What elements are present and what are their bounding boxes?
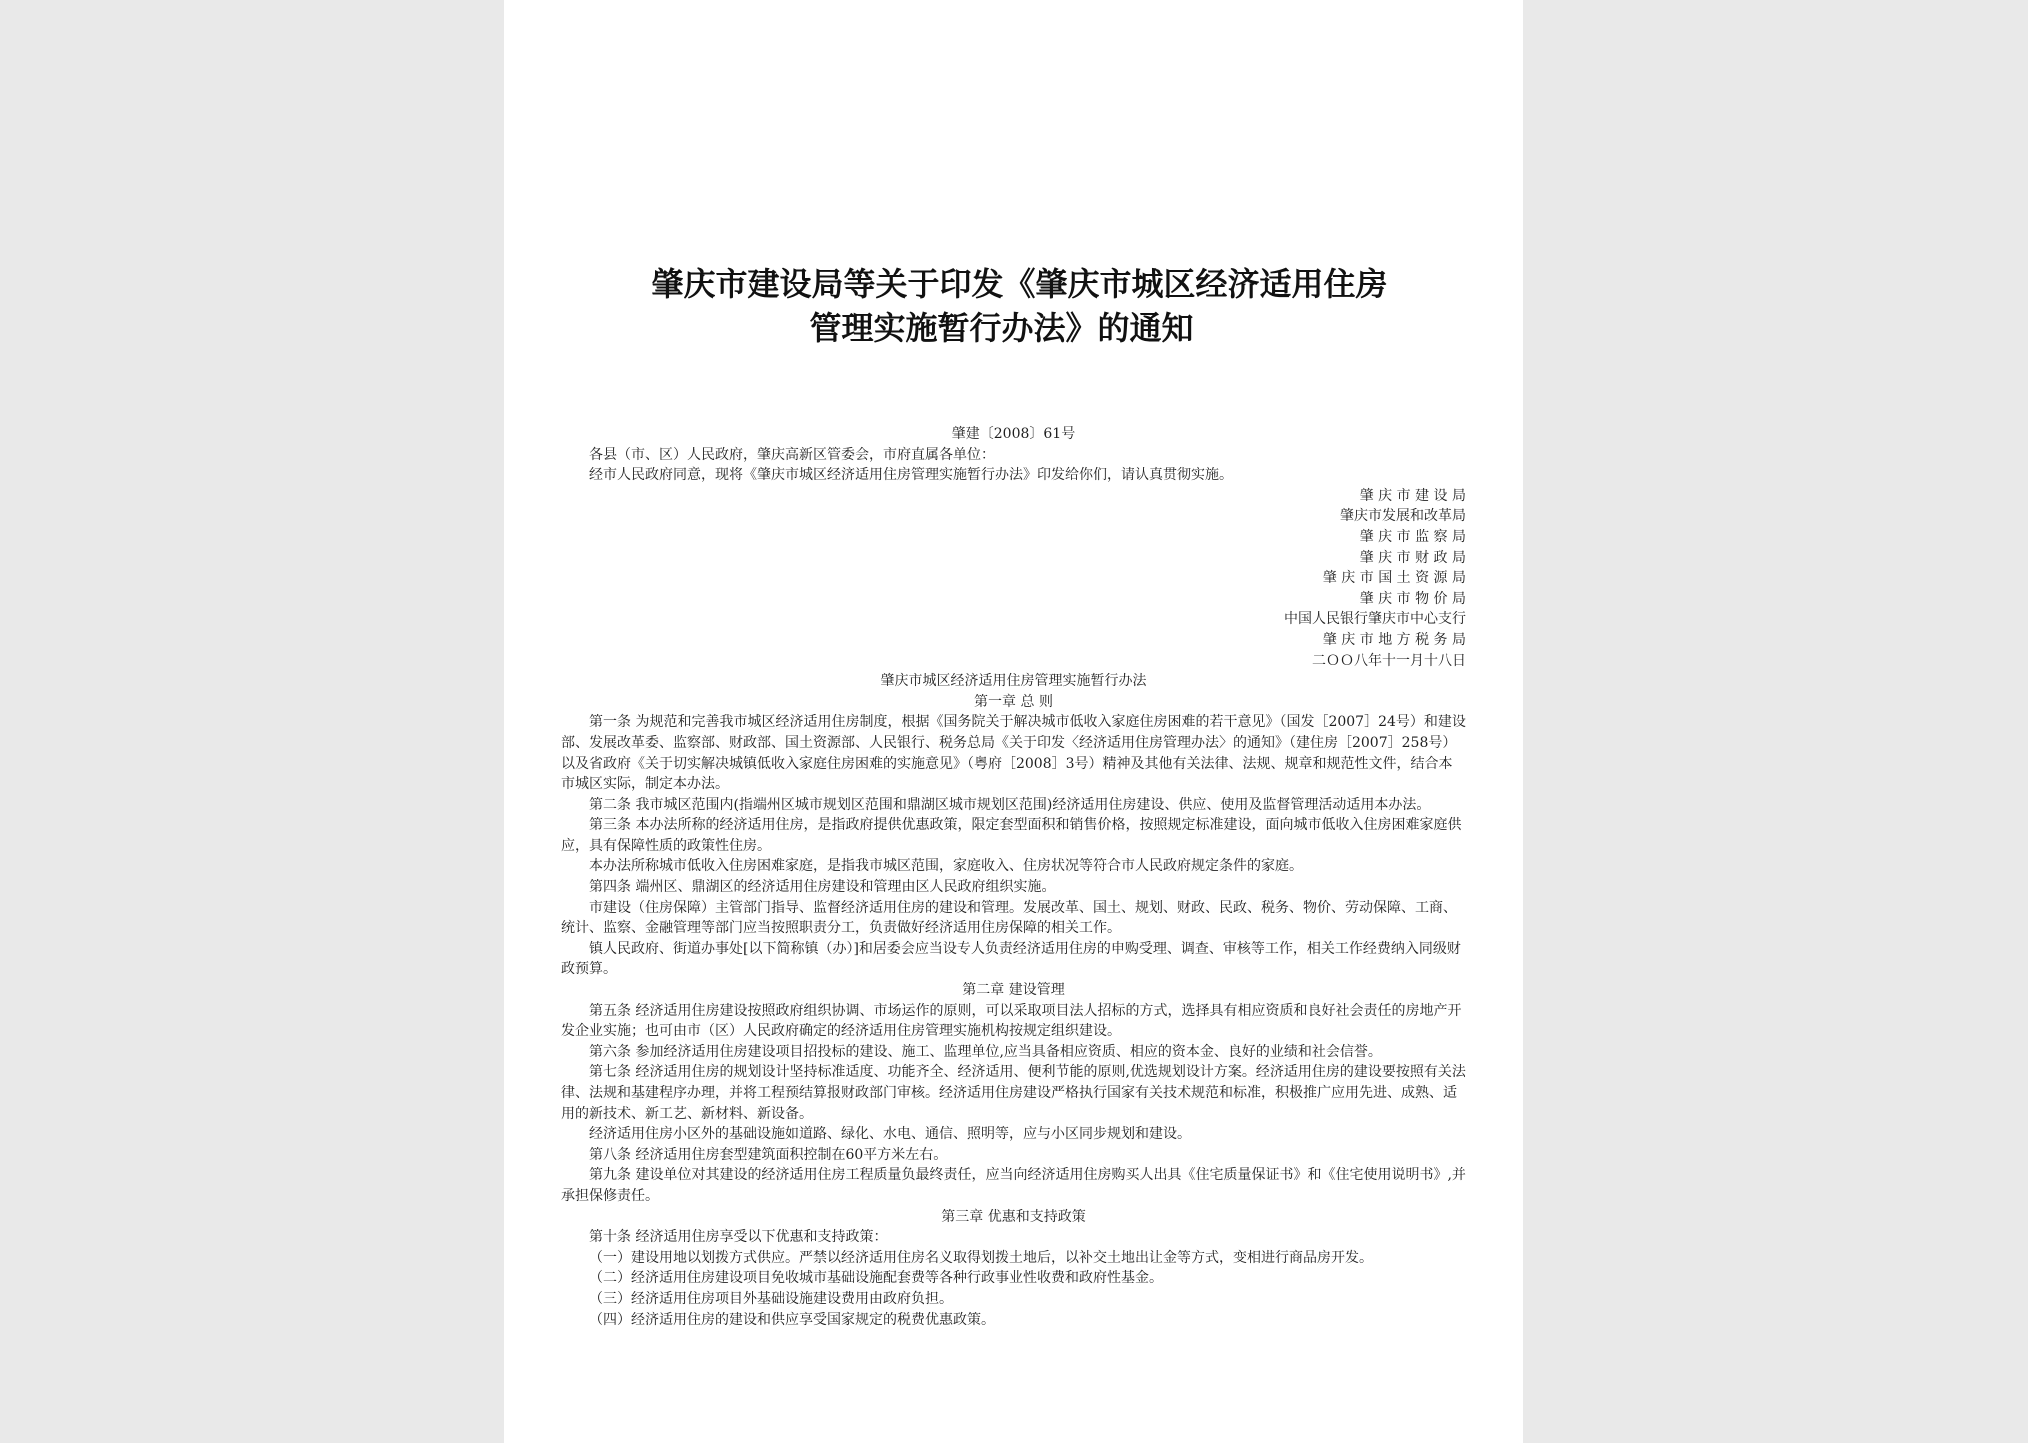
article-clause: （四）经济适用住房的建设和供应享受国家规定的税费优惠政策。 xyxy=(589,1311,995,1328)
signatory: 肇 庆 市 物 价 局 xyxy=(1359,590,1466,607)
chapter-heading: 第三章 优惠和支持政策 xyxy=(941,1208,1086,1225)
article: 第四条 端州区、鼎湖区的经济适用住房建设和管理由区人民政府组织实施。 xyxy=(589,879,1056,896)
article: 第五条 经济适用住房建设按照政府组织协调、市场运作的原则，可以采取项目法人招标的方式，选择具有相应资质和良好社会责任的房地产开发企业实施；也可由市（区）人民政府确定的经济适用住房管理实施机构按规定组织建设。 xyxy=(561,1002,1462,1040)
article: 经济适用住房小区外的基础设施如道路、绿化、水电、通信、照明等，应与小区同步规划和建设。 xyxy=(589,1126,1191,1143)
article: 第十条 经济适用住房享受以下优惠和支持政策： xyxy=(589,1229,888,1246)
article: 镇人民政府、街道办事处[以下简称镇（办）]和居委会应当设专人负责经济适用住房的申购受理、调查、审核等工作，相关工作经费纳入同级财政预算。 xyxy=(561,940,1461,978)
document-page xyxy=(504,0,1523,1443)
signatory: 中国人民银行肇庆市中心支行 xyxy=(1284,611,1466,628)
article: 第三条 本办法所称的经济适用住房，是指政府提供优惠政策，限定套型面积和销售价格，按照规定标准建设，面向城市低收入住房困难家庭供应，具有保障性质的政策性住房。 xyxy=(561,817,1462,854)
signatory: 肇 庆 市 国 土 资 源 局 xyxy=(1322,570,1466,587)
signature-date: 二ＯＯ八年十一月十八日 xyxy=(1312,652,1466,669)
article-clause: （三）经济适用住房项目外基础设施建设费用由政府负担。 xyxy=(589,1290,953,1307)
article: 第一条 为规范和完善我市城区经济适用住房制度，根据《国务院关于解决城市低收入家庭住房困难的若干意见》（国发［2007］24号）和建设部、发展改革委、监察部、财政部、国土资源部、人民银行、税务总局《关于印发〈经济适用住房管理办法〉的通知》（建住房［2007］258号）以及省政府《关于切实解决城镇低收入家庭住房困难的实施意见》（粤府［2008］3号）精神及其他有关法律、法规、规章和规范性文件，结合本市城区实际，制定本办法。 xyxy=(561,714,1466,793)
intro-paragraph: 经市人民政府同意，现将《肇庆市城区经济适用住房管理实施暂行办法》印发给你们，请认真贯彻实施。 xyxy=(589,467,1233,484)
article: 第九条 建设单位对其建设的经济适用住房工程质量负最终责任，应当向经济适用住房购买人出具《住宅质量保证书》和《住宅使用说明书》,并承担保修责任。 xyxy=(561,1167,1466,1204)
signatory: 肇 庆 市 建 设 局 xyxy=(1359,487,1466,504)
signatory: 肇 庆 市 监 察 局 xyxy=(1359,528,1466,545)
article: 第八条 经济适用住房套型建筑面积控制在60平方米左右。 xyxy=(589,1146,948,1163)
title-line-1: 肇庆市建设局等关于印发《肇庆市城区经济适用住房 xyxy=(651,265,1388,303)
doc-number: 肇建〔2008〕61号 xyxy=(951,426,1076,442)
article: 市建设（住房保障）主管部门指导、监督经济适用住房的建设和管理。发展改革、国土、规划、财政、民政、税务、物价、劳动保障、工商、统计、监察、金融管理等部门应当按照职责分工，负责做好经济适用住房保障的相关工作。 xyxy=(561,899,1457,937)
article: 第六条 参加经济适用住房建设项目招投标的建设、施工、监理单位,应当具备相应资质、相应的资本金、良好的业绩和社会信誉。 xyxy=(589,1043,1382,1060)
article: 本办法所称城市低收入住房困难家庭，是指我市城区范围，家庭收入、住房状况等符合市人民政府规定条件的家庭。 xyxy=(589,858,1303,875)
article: 第二条 我市城区范围内(指端州区城市规划区范围和鼎湖区城市规划区范围)经济适用住房建设、供应、使用及监督管理活动适用本办法。 xyxy=(589,796,1431,813)
measures-title: 肇庆市城区经济适用住房管理实施暂行办法 xyxy=(880,673,1147,690)
article-clause: （二）经济适用住房建设项目免收城市基础设施配套费等各种行政事业性收费和政府性基金。 xyxy=(589,1270,1163,1287)
signatory: 肇 庆 市 财 政 局 xyxy=(1359,549,1466,566)
chapter-heading: 第二章 建设管理 xyxy=(962,982,1065,999)
article-clause: （一）建设用地以划拨方式供应。严禁以经济适用住房名义取得划拨土地后，以补交土地出让金等方式，变相进行商品房开发。 xyxy=(589,1249,1373,1266)
document-body xyxy=(561,424,1466,1330)
title-line-2: 管理实施暂行办法》的通知 xyxy=(809,309,1194,347)
signatory: 肇庆市发展和改革局 xyxy=(1340,508,1466,525)
chapter-heading: 第一章 总 则 xyxy=(974,693,1053,710)
signatory: 肇 庆 市 地 方 税 务 局 xyxy=(1322,631,1466,648)
recipients: 各县（市、区）人民政府，肇庆高新区管委会，市府直属各单位： xyxy=(589,446,995,463)
article: 第七条 经济适用住房的规划设计坚持标准适度、功能齐全、经济适用、便利节能的原则,优选规划设计方案。经济适用住房的建设要按照有关法律、法规和基建程序办理，并将工程预结算报财政部门审核。经济适用住房建设严格执行国家有关技术规范和标准，积极推广应用先进、成熟、适用的新技术、新工艺、新材料、新设备。 xyxy=(561,1064,1466,1122)
page-title xyxy=(504,262,1523,350)
